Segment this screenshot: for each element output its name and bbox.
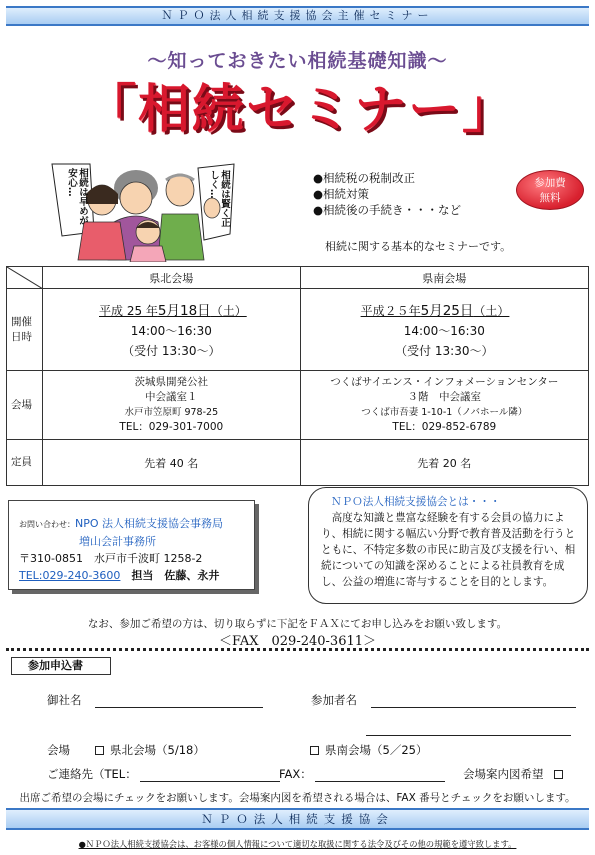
north-venue-checkbox[interactable]: 県北会場（5/18）: [87, 742, 205, 758]
checkbox[interactable]: [310, 746, 319, 755]
fax-field[interactable]: FAX：: [279, 766, 445, 782]
capacity-label: 定員: [7, 440, 43, 486]
contact-staff: 担当 佐藤、永井: [131, 569, 220, 582]
table-corner: [7, 267, 43, 289]
family-illustration: [48, 160, 248, 262]
company-field[interactable]: [47, 692, 263, 708]
about-title: ＮＰＯ法人相続支援協会とは・・・: [331, 496, 501, 508]
checkbox[interactable]: [554, 770, 563, 779]
venue-choice: [47, 742, 70, 758]
schedule-table: [6, 266, 589, 486]
page-title: 「相続セミナー」: [83, 80, 516, 140]
map-request-checkbox[interactable]: 会場案内図希望: [463, 766, 569, 782]
list-item: ●相続税の税制改正: [313, 171, 416, 185]
company-label: 御社名: [47, 693, 82, 707]
south-date-cell: 平成２５年5月25日（土） 14:00～16:30 （受付 13:30～）: [300, 289, 588, 371]
footer-banner: ＮＰＯ法人相続支援協会: [6, 808, 589, 830]
topic-list: [313, 170, 461, 218]
south-venue-header: 県南会場: [300, 267, 588, 289]
fax-number: ＜FAX 029-240-3611＞: [218, 634, 377, 649]
participant-field[interactable]: [311, 692, 576, 708]
contact-tel-link[interactable]: TEL:029-240-3600: [19, 569, 121, 582]
list-item: ●相続後の手続き・・・など: [313, 203, 462, 217]
venue-choice-label: 会場: [47, 743, 70, 757]
north-venue-header: 県北会場: [43, 267, 301, 289]
north-venue-cell: 茨城県開発公社 中会議室１ 水戸市笠原町 978-25 TEL：029-301-7000: [43, 371, 301, 440]
header-banner: ＮＰＯ法人相続支援協会主催セミナー: [6, 6, 589, 26]
fee-label: 参加費: [534, 177, 566, 189]
venue-label: 会場: [7, 371, 43, 440]
bubble-left-text: 相続は早めが安心…: [66, 168, 88, 225]
subtitle: ～知っておきたい相続基礎知識～: [147, 50, 448, 72]
application-form-label: 参加申込書: [11, 657, 111, 675]
checkbox[interactable]: [95, 746, 104, 755]
list-item: ●相続対策: [313, 187, 370, 201]
contact-address: 〒310-0851 水戸市千波町 1258-2: [19, 552, 203, 565]
bubble-right-text: 相続は賢く正しく…: [208, 170, 230, 227]
participant-field-2[interactable]: [366, 722, 571, 736]
south-capacity: 先着 20 名: [300, 440, 588, 486]
fax-note: なお、参加ご希望の方は、切り取らずに下記をＦＡＸにてお申し込みをお願い致します。: [87, 618, 508, 630]
south-venue-checkbox[interactable]: 県南会場（5／25）: [302, 742, 427, 758]
contact-label: お問い合わせ：: [19, 520, 75, 529]
free-fee-badge: [516, 170, 584, 210]
north-capacity: 先着 40 名: [43, 440, 301, 486]
contact-office: 増山会計事務所: [79, 535, 156, 548]
about-body: 高度な知識と豊富な経験を有する会員の協力により、相続に関する幅広い分野で教育普及活動を行うとともに、不特定多数の市民に助言及び支援を行い、相続についての知識を深めることによる社員教育を成し、公益の増進に寄与することを目的とします。: [321, 512, 576, 588]
seminar-description: 相続に関する基本的なセミナーです。: [325, 240, 512, 253]
contact-box: [8, 500, 255, 590]
checkbox-instruction: 出席ご希望の会場にチェックをお願いします。会場案内図を希望される場合は、FAX 番号とチェックをお願いします。: [19, 792, 576, 804]
contact-tel-field[interactable]: ご連絡先（TEL：: [47, 766, 280, 782]
date-label: 開催 日時: [7, 289, 43, 371]
cut-line: [6, 648, 589, 651]
privacy-notice: ●ＮＰＯ法人相続支援協会は、お客様の個人情報について適切な取扱に関する法令及びその他の規範を遵守致します。: [78, 839, 517, 849]
north-date-cell: 平成 25 年5月18日（土） 14:00～16:30 （受付 13:30～）: [43, 289, 301, 371]
about-box: [308, 487, 588, 604]
contact-org: NPO 法人相続支援協会事務局: [75, 517, 224, 530]
south-venue-cell: つくばサイエンス・インフォメーションセンター ３階 中会議室 つくば市吾妻 1-10-1（ノバホール隣） TEL：029-852-6789: [300, 371, 588, 440]
participant-label: 参加者名: [311, 693, 357, 707]
fee-value: 無料: [539, 192, 561, 204]
